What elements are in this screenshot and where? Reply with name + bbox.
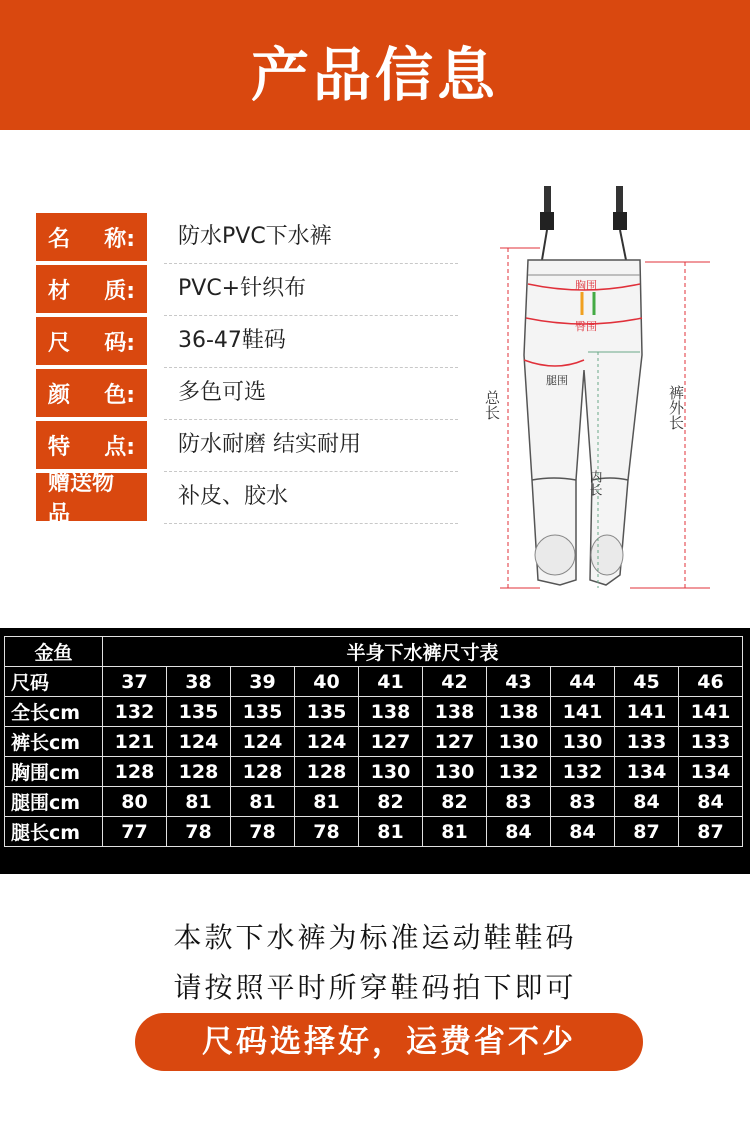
- size-table: [4, 636, 743, 847]
- size-cell: 38: [167, 667, 231, 697]
- table-cell: 128: [295, 757, 359, 787]
- spec-label-char: 码:: [104, 330, 135, 356]
- table-cell: 84: [615, 787, 679, 817]
- size-cell: 44: [551, 667, 615, 697]
- divider: [164, 523, 458, 524]
- page-title: 产品信息: [250, 41, 499, 109]
- hip-label: 臀围: [575, 320, 597, 333]
- table-cell: 82: [359, 787, 423, 817]
- row-label: 尺码: [5, 667, 103, 697]
- note-line-2: 请按照平时所穿鞋码拍下即可: [173, 971, 577, 1004]
- table-row: [5, 787, 743, 817]
- table-cell: 128: [103, 757, 167, 787]
- table-cell: 141: [551, 697, 615, 727]
- table-cell: 141: [615, 697, 679, 727]
- size-cell: 37: [103, 667, 167, 697]
- table-cell: 124: [231, 727, 295, 757]
- table-cell: 138: [423, 697, 487, 727]
- spec-label-char: 颜: [48, 382, 71, 408]
- table-cell: 135: [295, 697, 359, 727]
- spec-label-char: 色:: [104, 382, 135, 408]
- table-cell: 130: [551, 727, 615, 757]
- spec-row-gift: [36, 471, 458, 527]
- table-cell: 130: [487, 727, 551, 757]
- divider: [164, 471, 458, 472]
- table-title: 半身下水裤尺寸表: [103, 637, 743, 667]
- chest-label: 胸围: [575, 279, 597, 292]
- table-cell: 87: [615, 817, 679, 847]
- table-cell: 81: [167, 787, 231, 817]
- divider: [164, 315, 458, 316]
- table-cell: 133: [615, 727, 679, 757]
- table-cell: 81: [295, 787, 359, 817]
- row-label: 裤长cm: [5, 727, 103, 757]
- table-row: [5, 817, 743, 847]
- size-cell: 46: [679, 667, 743, 697]
- table-cell: 138: [359, 697, 423, 727]
- size-cell: 39: [231, 667, 295, 697]
- table-cell: 124: [167, 727, 231, 757]
- inseam-label: 内长: [586, 470, 602, 496]
- table-cell: 83: [551, 787, 615, 817]
- spec-value: PVC+针织布: [178, 276, 307, 301]
- table-cell: 134: [679, 757, 743, 787]
- spec-label-char: 尺: [48, 330, 71, 356]
- spec-label: [36, 369, 147, 417]
- size-cell: 45: [615, 667, 679, 697]
- table-cell: 81: [359, 817, 423, 847]
- table-cell: 132: [551, 757, 615, 787]
- table-cell: 84: [487, 817, 551, 847]
- spec-label-char: 材: [48, 278, 71, 304]
- table-cell: 81: [423, 817, 487, 847]
- spec-value: 多色可选: [178, 380, 267, 405]
- buckle-right: [613, 212, 627, 230]
- table-row-sizes: [5, 667, 743, 697]
- total-length-label: 总长: [483, 390, 501, 420]
- spec-value: 防水PVC下水裤: [178, 224, 332, 249]
- highlight-pill: 尺码选择好，运费省不少: [135, 1013, 643, 1071]
- spec-label: [36, 421, 147, 469]
- brand-cell: 金鱼: [5, 637, 103, 667]
- table-header-row: [5, 637, 743, 667]
- spec-value: 36-47鞋码: [178, 328, 286, 353]
- table-cell: 84: [551, 817, 615, 847]
- spec-label-char: 特: [48, 434, 71, 460]
- header-banner: [0, 0, 750, 130]
- thigh-label: 腿围: [546, 374, 568, 387]
- table-cell: 124: [295, 727, 359, 757]
- table-cell: 133: [679, 727, 743, 757]
- spec-label: [36, 213, 147, 261]
- table-cell: 134: [615, 757, 679, 787]
- table-cell: 130: [423, 757, 487, 787]
- table-cell: 83: [487, 787, 551, 817]
- table-cell: 135: [167, 697, 231, 727]
- table-cell: 121: [103, 727, 167, 757]
- table-cell: 78: [167, 817, 231, 847]
- spec-label-char: 称:: [104, 226, 135, 252]
- table-cell: 87: [679, 817, 743, 847]
- table-cell: 141: [679, 697, 743, 727]
- spec-value: 补皮、胶水: [178, 484, 289, 509]
- table-cell: 80: [103, 787, 167, 817]
- table-cell: 81: [231, 787, 295, 817]
- row-label: 腿围cm: [5, 787, 103, 817]
- spec-label-char: 质:: [104, 278, 135, 304]
- divider: [164, 263, 458, 264]
- note-line-1: 本款下水裤为标准运动鞋鞋码: [173, 921, 577, 954]
- table-cell: 78: [295, 817, 359, 847]
- size-cell: 41: [359, 667, 423, 697]
- row-label: 胸围cm: [5, 757, 103, 787]
- table-cell: 77: [103, 817, 167, 847]
- table-cell: 128: [167, 757, 231, 787]
- spec-row-name: [36, 213, 458, 261]
- divider: [164, 367, 458, 368]
- table-row: [5, 697, 743, 727]
- buckle-left: [540, 212, 554, 230]
- size-cell: 43: [487, 667, 551, 697]
- table-cell: 84: [679, 787, 743, 817]
- outer-length-label: 裤外长: [667, 385, 685, 430]
- table-cell: 132: [103, 697, 167, 727]
- table-cell: 78: [231, 817, 295, 847]
- table-cell: 128: [231, 757, 295, 787]
- spec-row-color: [36, 369, 458, 417]
- divider: [164, 419, 458, 420]
- size-cell: 40: [295, 667, 359, 697]
- wader-diagram: [480, 180, 740, 600]
- table-cell: 135: [231, 697, 295, 727]
- table-row: [5, 727, 743, 757]
- spec-row-material: [36, 265, 458, 313]
- row-label: 腿长cm: [5, 817, 103, 847]
- table-cell: 82: [423, 787, 487, 817]
- table-row: [5, 757, 743, 787]
- table-cell: 138: [487, 697, 551, 727]
- size-cell: 42: [423, 667, 487, 697]
- size-table-container: [0, 628, 750, 874]
- spec-row-feature: [36, 421, 458, 469]
- table-cell: 132: [487, 757, 551, 787]
- spec-label-char: 点:: [104, 434, 135, 460]
- spec-row-size: [36, 317, 458, 365]
- spec-label: [36, 317, 147, 365]
- table-cell: 127: [423, 727, 487, 757]
- table-cell: 127: [359, 727, 423, 757]
- spec-label: [36, 265, 147, 313]
- spec-label: 赠送物品: [36, 473, 147, 521]
- spec-label-char: 名: [48, 226, 71, 252]
- table-cell: 130: [359, 757, 423, 787]
- row-label: 全长cm: [5, 697, 103, 727]
- spec-value: 防水耐磨 结实耐用: [178, 432, 361, 457]
